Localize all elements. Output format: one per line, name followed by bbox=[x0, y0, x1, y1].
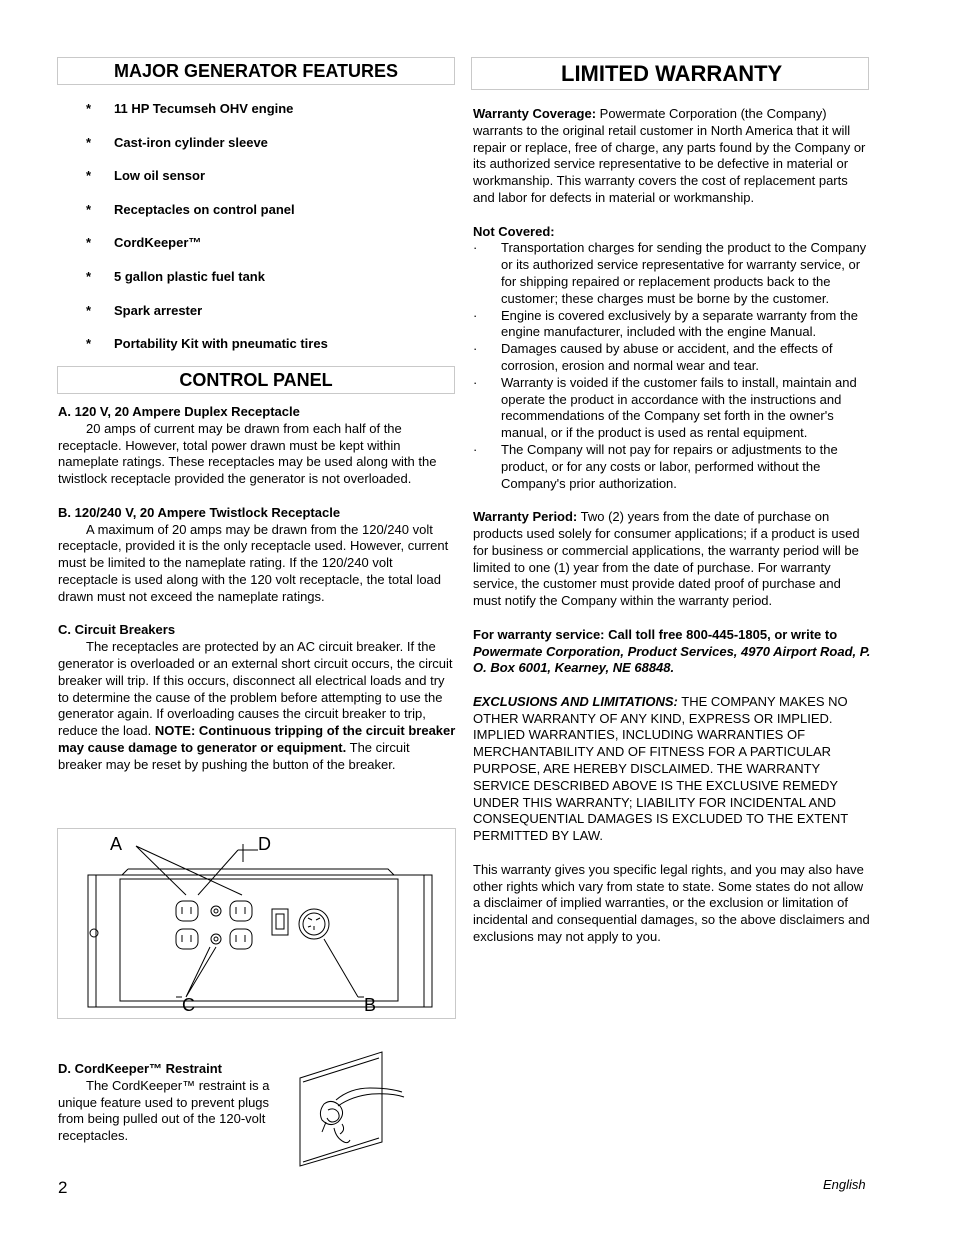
section-d bbox=[58, 1061, 292, 1145]
warranty-exclusions: EXCLUSIONS AND LIMITATIONS: THE COMPANY MAKES NO OTHER WARRANTY OF ANY KIND, EXPRESS OR IMPLIED. IMPLIED WARRANTIES, INCLUDING WARRANTIES OF MERCHANTABILITY AND OF FITNESS FOR A PARTICULAR PURPOSE, ARE HEREBY DISCLAIMED. THE WARRANTY SERVICE DESCRIBED ABOVE IS THE EXCLUSIVE REMEDY UNDER THIS WARRANTY; LIABILITY FOR INCIDENTAL AND CONSEQUENTIAL DAMAGES IS EXCLUDED TO THE EXTENT PERMITTED BY LAW. bbox=[473, 693, 848, 844]
section-c-title: C. Circuit Breakers bbox=[58, 622, 176, 638]
section-d-title: D. CordKeeper™ Restraint bbox=[58, 1061, 222, 1076]
warranty-coverage: Warranty Coverage: Powermate Corporation (the Company) warrants to the original retail customer in North America that it will repair or replace, free of charge, any parts found by the Company or its authorized service representative to be defective in material or workmanship. This warranty covers the cost of replacement parts and labor for defects in material or workmanship. bbox=[473, 106, 866, 205]
warranty-header bbox=[471, 57, 869, 90]
control-panel-text-abc bbox=[58, 404, 456, 774]
figure-label-d: D bbox=[258, 834, 271, 854]
not-covered-list bbox=[473, 240, 871, 492]
feature-item: * 5 gallon plastic fuel tank bbox=[86, 268, 265, 284]
figure-label-b: B bbox=[364, 995, 377, 1015]
section-a-body: 20 amps of current may be drawn from each half of the receptacle. However, total power drawn must be kept within nameplate ratings. These receptacles may be used along with the twistlock receptacle provided the generator is not overloaded. bbox=[58, 420, 437, 487]
not-covered-title: Not Covered: bbox=[473, 223, 555, 239]
warranty-title: LIMITED WARRANTY bbox=[561, 61, 783, 86]
feature-item: * 11 HP Tecumseh OHV engine bbox=[86, 101, 294, 116]
warranty-body bbox=[473, 106, 871, 946]
list-item: · Warranty is voided if the customer fails to install, maintain and operate the product in accordance with the instructions and recommendations of the Company set forth in the owner's manual, or if the product is used as rental equipment. bbox=[473, 374, 857, 441]
language-label: English bbox=[823, 1177, 866, 1192]
section-b-title: B. 120/240 V, 20 Ampere Twistlock Receptacle bbox=[58, 504, 341, 520]
warranty-service: For warranty service: Call toll free 800-445-1805, or write to Powermate Corporation, Product Services, 4970 Airport Road, P. O. Box 6001, Kearney, NE 68848. bbox=[473, 626, 871, 676]
list-item: · Transportation charges for sending the product to the Company or its authorized service representative for warranty service, or for shipping repaired or replacement products back to the customer; these charges must be borne by the customer. bbox=[473, 240, 867, 306]
control-panel-figure bbox=[57, 828, 456, 1019]
warranty-rights: This warranty gives you specific legal rights, and you may also have other rights which vary from state to state. Some states do not allow a disclaimer of implied warranties, or the exclusion or limitation of incidental and consequential damages, so the above disclaimers and exclusions may not apply to you. bbox=[473, 861, 870, 945]
feature-item: * Spark arrester bbox=[86, 302, 203, 318]
feature-item: * Low oil sensor bbox=[86, 168, 206, 184]
page-number: 2 bbox=[58, 1178, 68, 1197]
feature-item: * Portability Kit with pneumatic tires bbox=[86, 336, 328, 352]
cordkeeper-diagram bbox=[298, 1050, 408, 1168]
features-title: MAJOR GENERATOR FEATURES bbox=[113, 61, 399, 81]
list-item: · The Company will not pay for repairs or adjustments to the product, or for any costs or labor, performed without the Company's prior authorization. bbox=[473, 441, 838, 491]
figure-label-a: A bbox=[110, 834, 123, 854]
section-c-note: NOTE: Continuous tripping of the circuit breaker may cause damage to generator or equipment. bbox=[58, 723, 456, 755]
feature-item: * Cast-iron cylinder sleeve bbox=[86, 134, 268, 150]
list-item: · Engine is covered exclusively by a separate warranty from the engine manufacturer, included with the engine Manual. bbox=[473, 307, 858, 340]
section-a-title: A. 120 V, 20 Ampere Duplex Receptacle bbox=[58, 404, 300, 419]
list-item: · Damages caused by abuse or accident, and the effects of corrosion, erosion and normal wear and tear. bbox=[473, 341, 833, 373]
features-header bbox=[57, 57, 455, 85]
feature-item: * Receptacles on control panel bbox=[86, 201, 295, 217]
service-address: Powermate Corporation, Product Services, 4970 Airport Road, P. O. Box 6001, Kearney, NE 68848. bbox=[473, 643, 871, 676]
section-c-body: The receptacles are protected by an AC circuit breaker. If the generator is overloaded or an external short circuit occurs, the circuit breaker will trip. If this occurs, disconnect all electrical loads and try to determine the cause of the problem before attempting to use the generator again. If overloading causes the circuit breaker to trip, reduce the load. NOTE: Continuous tripping of the circuit breaker may cause damage to generator or equipment. The circuit breaker may be reset by pushing the button of the breaker. bbox=[58, 639, 456, 772]
control-panel-title: CONTROL PANEL bbox=[179, 370, 333, 390]
control-panel-header bbox=[57, 366, 455, 394]
control-panel-diagram bbox=[58, 829, 455, 1018]
features-list bbox=[86, 101, 328, 370]
section-d-body: The CordKeeper™ restraint is a unique feature used to prevent plugs from being pulled out of the 120-volt receptacles. bbox=[58, 1077, 270, 1144]
section-b-body: A maximum of 20 amps may be drawn from the 120/240 volt receptacle, provided it is the only receptacle used. However, current must be limited to the nameplate rating. If the 120/240 volt receptacle is used along with the 120 volt receptacle, the total load drawn must not exceed the nameplate ratings. bbox=[58, 521, 449, 604]
figure-label-c: C bbox=[182, 995, 195, 1015]
warranty-period: Warranty Period: Two (2) years from the date of purchase on products used solely for consumer applications; if a product is used for business or commercial applications, the warranty period will be limited to one (1) year from the date of purchase. For warranty service, the customer must provide dated proof of purchase and must notify the Company within the warranty period. bbox=[473, 509, 860, 609]
feature-item: * CordKeeper™ bbox=[86, 235, 202, 251]
cordkeeper-figure bbox=[298, 1050, 388, 1168]
